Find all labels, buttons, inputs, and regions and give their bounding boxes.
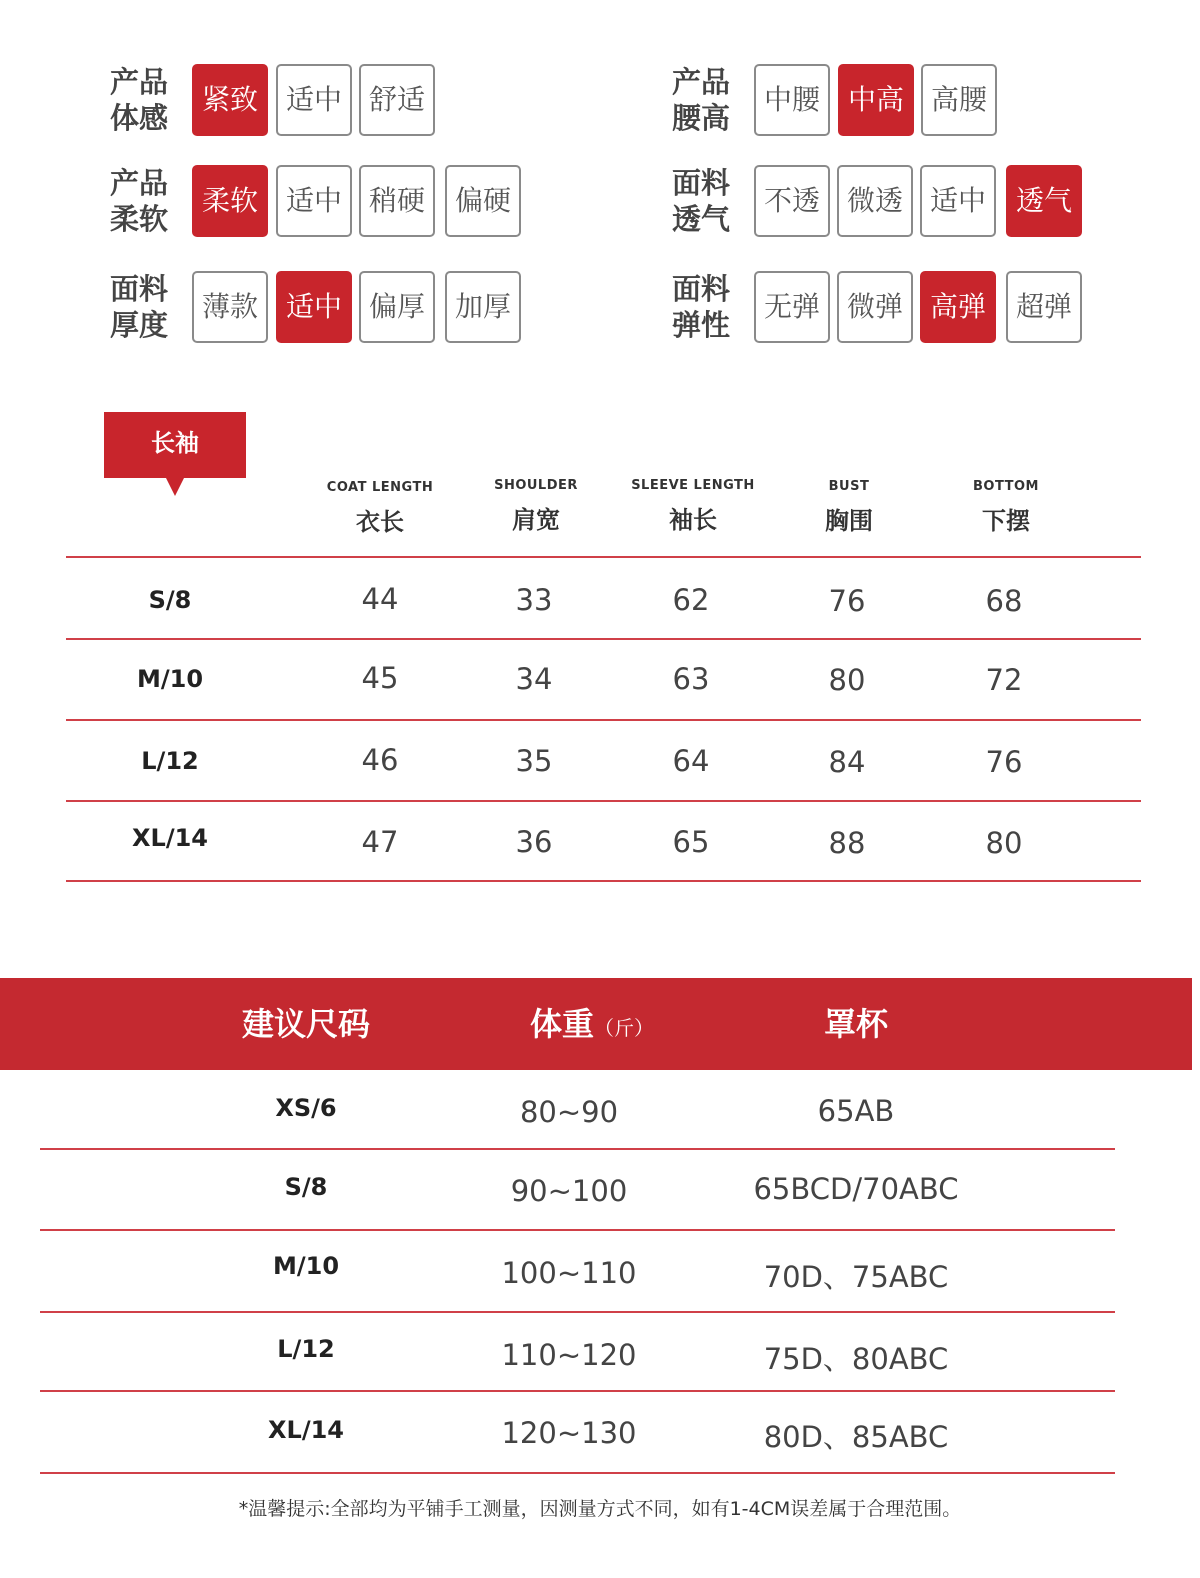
- bust-value: 84: [828, 745, 866, 779]
- size-label: L/12: [141, 747, 199, 775]
- cup-value: 65BCD/70ABC: [753, 1172, 959, 1206]
- option-chip[interactable]: 适中: [276, 64, 352, 136]
- cup-value: 80D、85ABC: [763, 1420, 949, 1454]
- size-label: XL/14: [268, 1416, 344, 1444]
- header-weight-label: 体重: [529, 1005, 594, 1043]
- bust-value: 80: [828, 663, 866, 697]
- option-chip[interactable]: 薄款: [192, 271, 268, 343]
- divider: [66, 638, 1141, 640]
- sleeve-value: 63: [672, 662, 710, 696]
- coat-length-value: 45: [361, 661, 399, 695]
- option-chip[interactable]: 舒适: [359, 64, 435, 136]
- option-chip[interactable]: 适中: [276, 271, 352, 343]
- option-chip[interactable]: 高腰: [921, 64, 997, 136]
- column-header-shoulder: SHOULDER 肩宽: [494, 478, 578, 534]
- cup-value: 75D、80ABC: [763, 1342, 949, 1376]
- attr-label: 面料 弹性: [672, 272, 731, 342]
- size-label: XS/6: [275, 1094, 337, 1122]
- cup-value: 65AB: [817, 1094, 895, 1128]
- option-chip[interactable]: 微透: [837, 165, 913, 237]
- sleeve-value: 65: [672, 825, 710, 859]
- option-chip[interactable]: 中高: [838, 64, 914, 136]
- option-chip[interactable]: 无弹: [754, 271, 830, 343]
- sleeve-value: 64: [672, 744, 710, 778]
- option-chip[interactable]: 透气: [1006, 165, 1082, 237]
- shoulder-value: 36: [515, 825, 553, 859]
- bust-value: 76: [828, 584, 866, 618]
- recommend-header-band: [0, 978, 1192, 1070]
- weight-value: 100~110: [501, 1256, 637, 1290]
- size-label: M/10: [136, 665, 204, 693]
- size-label: S/8: [148, 586, 192, 614]
- weight-value: 90~100: [510, 1174, 628, 1208]
- coat-length-value: 46: [361, 743, 399, 777]
- divider: [66, 719, 1141, 721]
- column-header-bust: BUST 胸围: [825, 479, 873, 535]
- bottom-value: 76: [985, 745, 1023, 779]
- option-chip[interactable]: 加厚: [445, 271, 521, 343]
- shoulder-value: 34: [515, 662, 553, 696]
- header-cup: 罩杯: [823, 1005, 888, 1043]
- option-chip[interactable]: 微弹: [837, 271, 913, 343]
- option-chip[interactable]: 偏硬: [445, 165, 521, 237]
- tag-pointer: [166, 478, 184, 496]
- coat-length-value: 47: [361, 825, 399, 859]
- size-label: S/8: [284, 1173, 328, 1201]
- divider: [40, 1390, 1115, 1392]
- option-chip[interactable]: 超弹: [1006, 271, 1082, 343]
- divider: [66, 556, 1141, 558]
- attr-label: 产品 体感: [110, 65, 169, 135]
- bottom-value: 68: [985, 584, 1023, 618]
- option-chip[interactable]: 偏厚: [359, 271, 435, 343]
- size-label: L/12: [277, 1335, 335, 1363]
- divider: [66, 880, 1141, 882]
- option-chip[interactable]: 高弹: [920, 271, 996, 343]
- weight-value: 80~90: [519, 1095, 619, 1129]
- option-chip[interactable]: 紧致: [192, 64, 268, 136]
- cup-value: 70D、75ABC: [763, 1260, 949, 1294]
- attr-label: 面料 透气: [672, 166, 731, 236]
- header-weight: [452, 978, 732, 1070]
- bottom-value: 80: [985, 826, 1023, 860]
- weight-value: 120~130: [501, 1416, 637, 1450]
- header-size: 建议尺码: [241, 1005, 370, 1043]
- divider: [40, 1148, 1115, 1150]
- option-chip[interactable]: 适中: [920, 165, 996, 237]
- size-label: M/10: [272, 1252, 340, 1280]
- attr-label: 产品 腰高: [672, 65, 731, 135]
- divider: [40, 1311, 1115, 1313]
- weight-value: 110~120: [501, 1338, 637, 1372]
- option-chip[interactable]: 中腰: [754, 64, 830, 136]
- divider: [66, 800, 1141, 802]
- option-chip[interactable]: 柔软: [192, 165, 268, 237]
- attr-label: 面料 厚度: [110, 272, 169, 342]
- sleeve-value: 62: [672, 583, 710, 617]
- option-chip[interactable]: 适中: [276, 165, 352, 237]
- attr-label: 产品 柔软: [110, 166, 169, 236]
- divider: [40, 1229, 1115, 1231]
- shoulder-value: 35: [515, 744, 553, 778]
- divider: [40, 1472, 1115, 1474]
- category-tag: 长袖: [104, 412, 246, 478]
- coat-length-value: 44: [361, 582, 399, 616]
- column-header-sleeve-length: SLEEVE LENGTH 袖长: [631, 478, 755, 534]
- option-chip[interactable]: 稍硬: [359, 165, 435, 237]
- bust-value: 88: [828, 826, 866, 860]
- bottom-value: 72: [985, 663, 1023, 697]
- shoulder-value: 33: [515, 583, 553, 617]
- column-header-coat-length: COAT LENGTH 衣长: [326, 480, 434, 536]
- option-chip[interactable]: 不透: [754, 165, 830, 237]
- size-label: XL/14: [132, 824, 208, 852]
- header-weight-unit: （斤）: [594, 1016, 654, 1040]
- column-header-bottom: BOTTOM 下摆: [973, 479, 1039, 535]
- measurement-note: *温馨提示:全部均为平铺手工测量，因测量方式不同，如有1-4CM误差属于合理范围。: [238, 1498, 962, 1520]
